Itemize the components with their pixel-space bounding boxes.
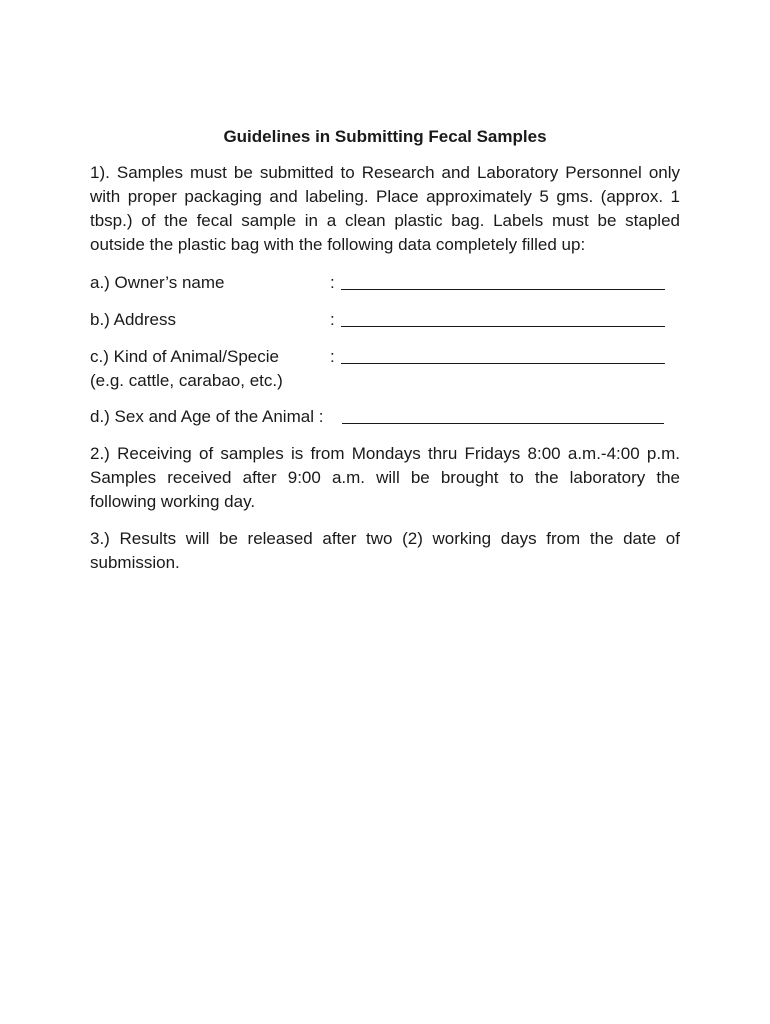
field-kind-of-animal [90, 345, 680, 390]
address-blank-line[interactable] [341, 326, 665, 327]
field-owners-name [90, 271, 680, 295]
kind-of-animal-blank-line[interactable] [341, 363, 665, 364]
field-separator: : [330, 273, 335, 292]
paragraph-receiving-schedule: 2.) Receiving of samples is from Mondays thru Fridays 8:00 a.m.-4:00 p.m. Samples received after 9:00 a.m. will be brought to the laboratory the following working day. [90, 444, 680, 511]
field-example-note: (e.g. cattle, carabao, etc.) [90, 371, 283, 390]
field-label: b.) Address [90, 310, 176, 329]
field-separator: : [330, 310, 335, 329]
field-label: c.) Kind of Animal/Specie [90, 347, 279, 366]
document-title: Guidelines in Submitting Fecal Samples [223, 127, 547, 146]
paragraph-submission-instructions: 1). Samples must be submitted to Research and Laboratory Personnel only with proper packaging and labeling. Place approximately 5 gms. (approx. 1 tbsp.) of the fecal sample in a clean plastic bag. Labels must be stapled outside the plastic bag with the following data completely filled up: [90, 163, 680, 254]
field-address [90, 308, 680, 332]
sex-and-age-blank-line[interactable] [342, 423, 664, 424]
field-separator: : [330, 347, 335, 366]
document-page [90, 0, 680, 1024]
field-sex-and-age [90, 405, 680, 429]
field-label: a.) Owner’s name [90, 273, 225, 292]
field-label: d.) Sex and Age of the Animal : [90, 407, 324, 426]
paragraph-results-release: 3.) Results will be released after two (2) working days from the date of submission. [90, 529, 680, 572]
owners-name-blank-line[interactable] [341, 289, 665, 290]
